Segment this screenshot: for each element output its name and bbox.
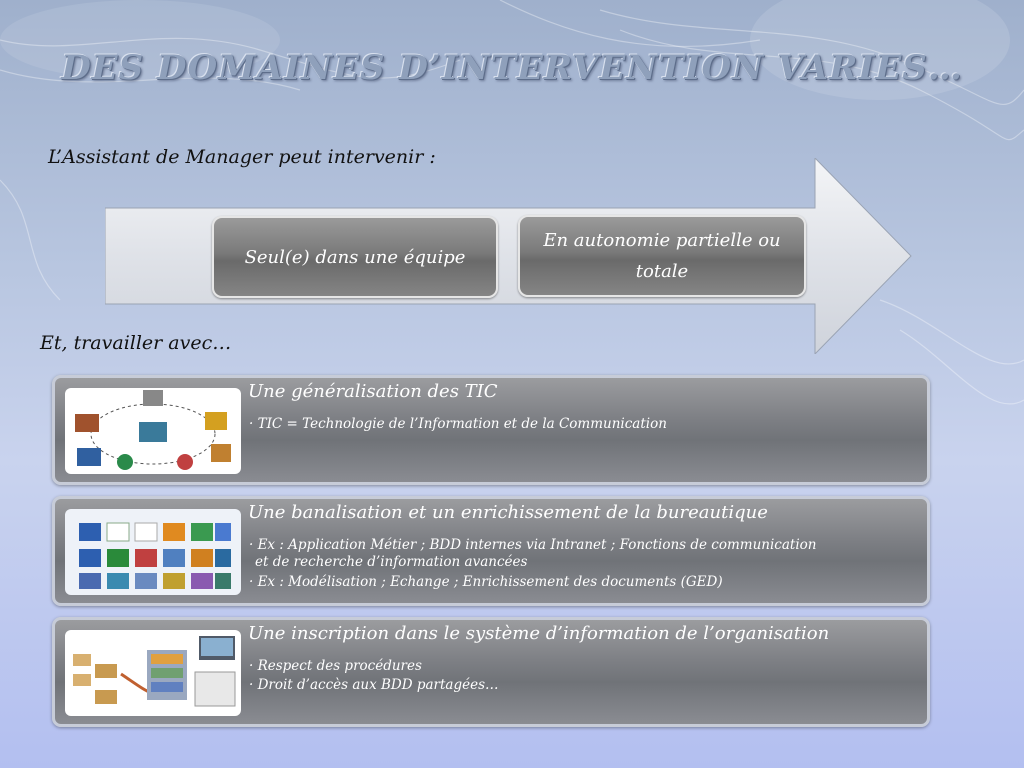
panel-bureautique-title: Une banalisation et un enrichissement de la bureautique xyxy=(248,502,768,523)
arrow-box-autonomy: En autonomie partielle ou totale xyxy=(518,215,806,297)
panel-bureautique xyxy=(52,496,930,606)
architecture-diagram-icon xyxy=(65,630,241,716)
panel-tic-title: Une généralisation des TIC xyxy=(248,381,498,402)
panel-tic xyxy=(52,375,930,485)
office-apps-icon xyxy=(65,509,241,595)
panel-bureautique-bullet-2: · Ex : Modélisation ; Echange ; Enrichissement des documents (GED) xyxy=(249,574,723,590)
slide-title: DES DOMAINES D’INTERVENTION VARIES… xyxy=(61,48,963,88)
panel-bureautique-bullet-1-cont: et de recherche d’information avancées xyxy=(255,554,528,570)
panel-si-bullet-1: · Respect des procédures xyxy=(249,658,422,674)
panel-si xyxy=(52,617,930,727)
lead-text-2: Et, travailler avec… xyxy=(40,332,232,354)
lead-text: L’Assistant de Manager peut intervenir : xyxy=(48,146,436,168)
panel-tic-bullet: · TIC = Technologie de l’Information et de la Communication xyxy=(249,416,667,432)
panel-bureautique-bullet-1: · Ex : Application Métier ; BDD internes via Intranet ; Fonctions de communication xyxy=(249,537,817,553)
panel-si-title: Une inscription dans le système d’information de l’organisation xyxy=(248,623,830,644)
network-diagram-icon xyxy=(65,388,241,474)
arrow-box-team: Seul(e) dans une équipe xyxy=(212,216,498,298)
panel-si-bullet-2: · Droit d’accès aux BDD partagées… xyxy=(249,677,499,693)
